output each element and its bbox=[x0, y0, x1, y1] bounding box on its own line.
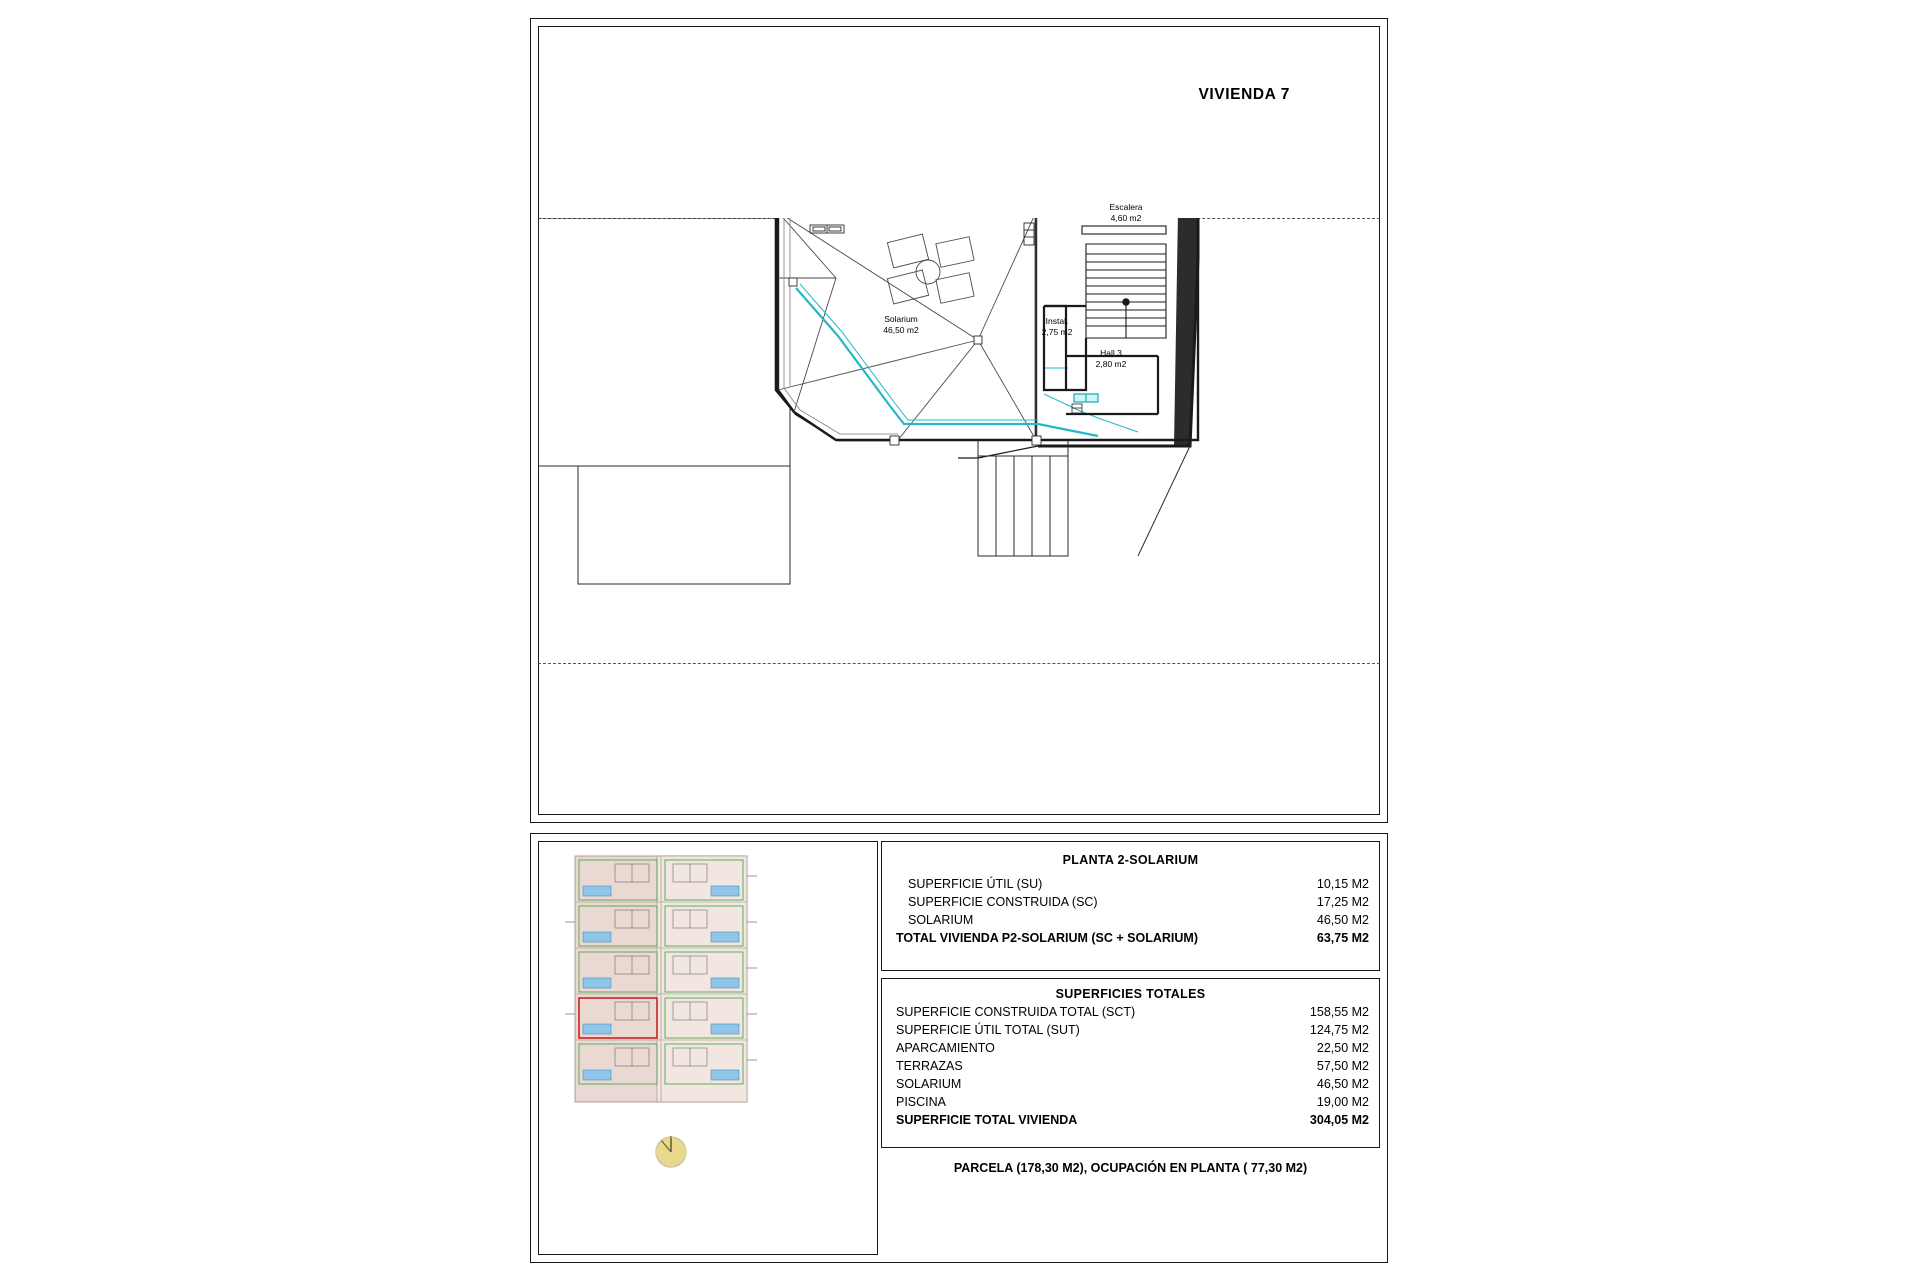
page-title: VIVIENDA 7 bbox=[1198, 86, 1290, 103]
row-value: 57,50 M2 bbox=[1316, 1059, 1369, 1073]
room-label-escalera: Escalera 4,60 m2 bbox=[1109, 202, 1143, 223]
table-row bbox=[882, 1057, 1379, 1075]
row-value: 17,25 M2 bbox=[1316, 895, 1369, 909]
table-row bbox=[882, 1021, 1379, 1039]
row-label: SUPERFICIE CONSTRUIDA (SC) bbox=[908, 895, 1098, 909]
room-label-instal: Instal. 2,75 m2 bbox=[1041, 316, 1073, 337]
row-value: 124,75 M2 bbox=[1309, 1023, 1369, 1037]
room-label-solarium: Solarium 46,50 m2 bbox=[883, 314, 919, 335]
row-label: SOLARIUM bbox=[896, 1077, 962, 1091]
row-value: 19,00 M2 bbox=[1316, 1095, 1369, 1109]
table-row bbox=[882, 1039, 1379, 1057]
areas-tables bbox=[881, 841, 1380, 1255]
row-label: SUPERFICIE TOTAL VIVIENDA bbox=[896, 1113, 1078, 1127]
guide-line-bottom bbox=[538, 663, 1380, 664]
row-value: 63,75 M2 bbox=[1316, 931, 1369, 945]
parcela-note: PARCELA (178,30 M2), OCUPACIÓN EN PLANTA ( 77,30 M2) bbox=[953, 1161, 1308, 1175]
row-label: SUPERFICIE ÚTIL TOTAL (SUT) bbox=[896, 1023, 1080, 1037]
table-row bbox=[882, 1003, 1379, 1021]
row-label: TOTAL VIVIENDA P2-SOLARIUM (SC + SOLARIUM) bbox=[896, 931, 1198, 945]
planta2-table bbox=[881, 841, 1380, 971]
table-row bbox=[882, 875, 1379, 893]
table-row bbox=[882, 1093, 1379, 1111]
table-row bbox=[882, 929, 1379, 947]
row-label: TERRAZAS bbox=[896, 1059, 963, 1073]
row-value: 46,50 M2 bbox=[1316, 913, 1369, 927]
row-value: 22,50 M2 bbox=[1316, 1041, 1369, 1055]
row-value: 304,05 M2 bbox=[1309, 1113, 1369, 1127]
totales-table-header: SUPERFICIES TOTALES bbox=[1055, 987, 1206, 1001]
row-value: 158,55 M2 bbox=[1309, 1005, 1369, 1019]
room-label-hall3: Hall 3 2,80 m2 bbox=[1095, 348, 1127, 369]
row-label: APARCAMIENTO bbox=[896, 1041, 995, 1055]
planta2-table-header: PLANTA 2-SOLARIUM bbox=[1062, 853, 1199, 867]
table-row bbox=[882, 893, 1379, 911]
row-label: SUPERFICIE ÚTIL (SU) bbox=[908, 877, 1043, 891]
north-compass-icon bbox=[649, 1130, 693, 1174]
table-row bbox=[882, 1111, 1379, 1129]
totales-table bbox=[881, 978, 1380, 1148]
solarium-floor-plan bbox=[538, 202, 1380, 663]
row-label: SOLARIUM bbox=[908, 913, 974, 927]
key-plan-box bbox=[538, 841, 878, 1255]
site-key-plan bbox=[561, 850, 861, 1110]
row-value: 10,15 M2 bbox=[1316, 877, 1369, 891]
row-value: 46,50 M2 bbox=[1316, 1077, 1369, 1091]
drawing-sheet bbox=[530, 18, 1390, 1263]
table-row bbox=[882, 1075, 1379, 1093]
row-label: SUPERFICIE CONSTRUIDA TOTAL (SCT) bbox=[896, 1005, 1136, 1019]
row-label: PISCINA bbox=[896, 1095, 947, 1109]
table-row bbox=[882, 911, 1379, 929]
